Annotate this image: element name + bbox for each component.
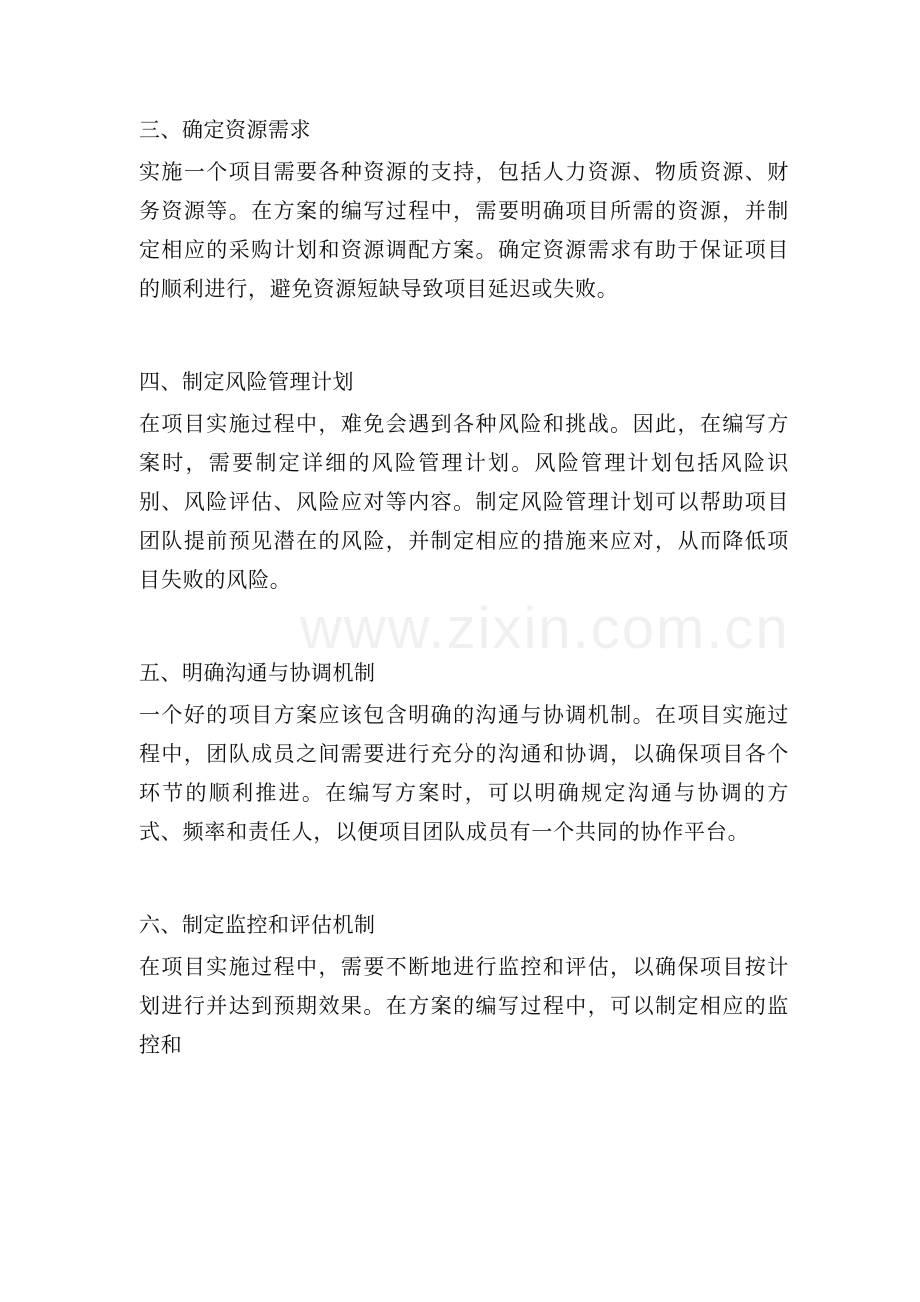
section-communication-coordination [139, 656, 789, 852]
document-body [139, 113, 789, 1121]
section-heading: 四、制定风险管理计划 [139, 370, 354, 394]
watermark: www.zixin.com.cn [300, 596, 790, 661]
section-heading: 五、明确沟通与协调机制 [139, 661, 376, 685]
section-paragraph: 实施一个项目需要各种资源的支持，包括人力资源、物质资源、财务资源等。在方案的编写过程中，需要明确项目所需的资源，并制定相应的采购计划和资源调配方案。确定资源需求有助于保证项目的顺利进行，避免资源短缺导致项目延迟或失败。 [139, 160, 789, 301]
section-paragraph: 一个好的项目方案应该包含明确的沟通与协调机制。在项目实施过程中，团队成员之间需要进行充分的沟通和协调，以确保项目各个环节的顺利推进。在编写方案时，可以明确规定沟通与协调的方式、频率和责任人，以便项目团队成员有一个共同的协作平台。 [139, 703, 789, 844]
section-heading: 三、确定资源需求 [139, 118, 311, 142]
section-monitoring-evaluation [139, 908, 789, 1065]
section-risk-management [139, 365, 789, 600]
section-paragraph: 在项目实施过程中，难免会遇到各种风险和挑战。因此，在编写方案时，需要制定详细的风险管理计划。风险管理计划包括风险识别、风险评估、风险应对等内容。制定风险管理计划可以帮助项目团队提前预见潜在的风险，并制定相应的措施来应对，从而降低项目失败的风险。 [139, 412, 789, 592]
section-heading: 六、制定监控和评估机制 [139, 913, 376, 937]
section-paragraph: 在项目实施过程中，需要不断地进行监控和评估，以确保项目按计划进行并达到预期效果。在方案的编写过程中，可以制定相应的监控和 [139, 955, 789, 1057]
section-resource-requirements [139, 113, 789, 309]
